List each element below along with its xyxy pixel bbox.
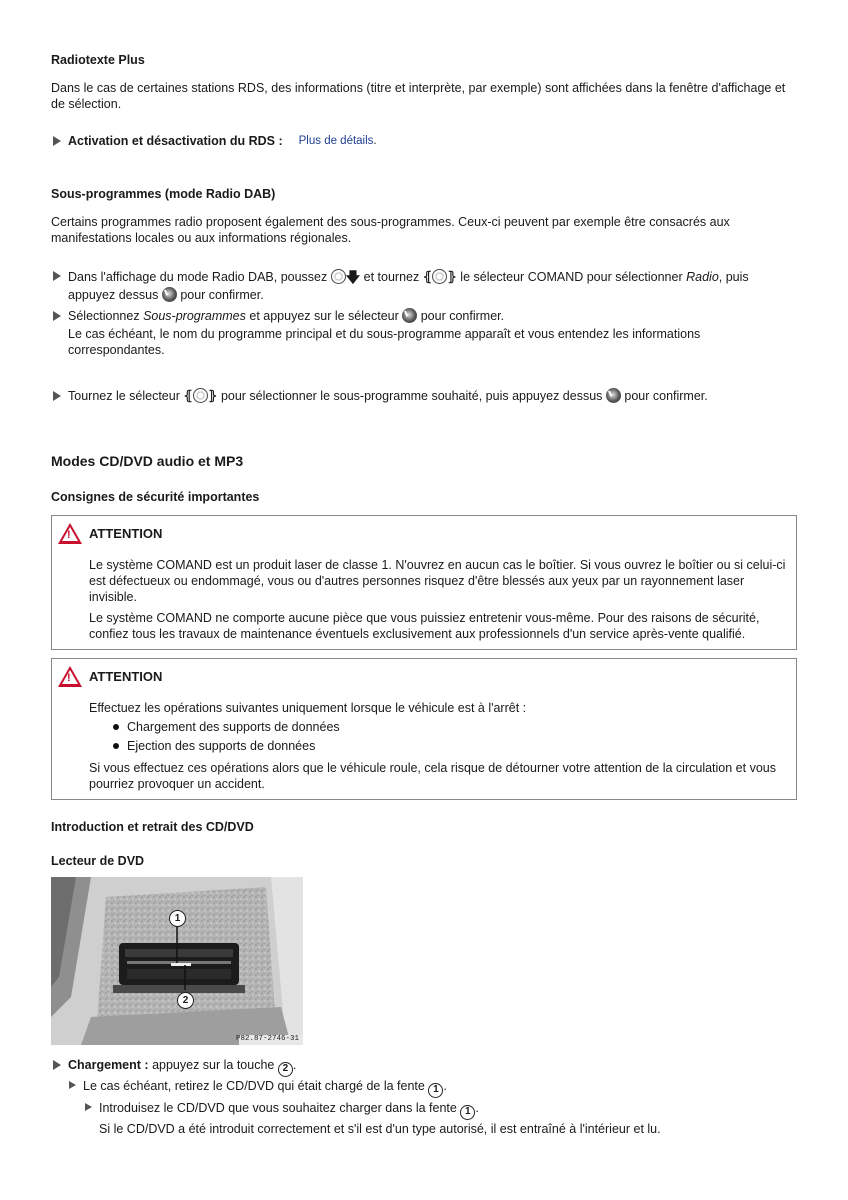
insert-step [85, 1100, 661, 1137]
load-step [53, 1057, 296, 1077]
step1-text-c: le sélecteur COMAND pour sélectionner [460, 270, 683, 284]
rotate-right-icon: ⦄ [447, 269, 457, 284]
arrow-bullet-icon [53, 271, 61, 281]
step1-text-d: , puis [718, 270, 749, 284]
warning-paragraph-2: Le système COMAND ne comporte aucune pièce que vous puissiez entretenir vous-même. Pour des raisons de sécurité, confiez tous les travaux de maintenance éventuels exclusivement aux professionnels d'un service après-vente qualifié. [89, 611, 760, 641]
step3-text-a: Tournez le sélecteur [68, 389, 180, 403]
slot-1-icon: 1 [460, 1105, 475, 1120]
section-title-sousprog: Sous-programmes (mode Radio DAB) [51, 187, 276, 201]
sousprog-step-2 [53, 308, 798, 358]
arrow-bullet-icon [85, 1103, 92, 1111]
list-item [113, 719, 340, 735]
list-item-text: Ejection des supports de données [127, 739, 316, 753]
insert-end: . [475, 1101, 479, 1115]
dvd-player-illustration [51, 877, 303, 1045]
remove-step [69, 1078, 447, 1098]
warning-outro: Si vous effectuez ces opérations alors que le véhicule roule, cela risque de détourner votre attention de la circulation et vous pourriez provoquer un accident. [89, 761, 776, 791]
warning-triangle-icon [58, 523, 82, 544]
arrow-bullet-icon [53, 311, 61, 321]
load-bold: Chargement : [68, 1058, 149, 1072]
rds-label: Activation et désactivation du RDS : [68, 134, 283, 148]
section-title-intro: Introduction et retrait des CD/DVD [51, 820, 254, 834]
arrow-bullet-icon [53, 136, 61, 146]
section-title-radiotexte: Radiotexte Plus [51, 53, 145, 67]
sousprog-step-1 [53, 268, 798, 304]
step2-text-c: pour confirmer. [420, 309, 505, 323]
warning-box-laser [51, 515, 797, 650]
load-text: appuyez sur la touche [152, 1058, 275, 1072]
selector-knob-icon [432, 269, 447, 284]
warning-box-stationary [51, 658, 797, 800]
warning-intro: Effectuez les opérations suivantes uniquement lorsque le véhicule est à l'arrêt : [89, 701, 527, 715]
bullet-dot-icon [113, 724, 119, 730]
dvd-title: Lecteur de DVD [51, 854, 145, 868]
insert-note: Si le CD/DVD a été introduit correctement et s'il est d'un type autorisé, il est entraîné à l'intérieur et lu. [99, 1121, 661, 1136]
warning-title: ATTENTION [89, 669, 163, 684]
callout-1: 1 [169, 910, 186, 927]
step1-text-f: pour confirmer. [180, 288, 264, 302]
selector-knob-icon [193, 388, 208, 403]
rotate-left-icon: ⦃ [183, 388, 193, 403]
selector-knob-icon [331, 269, 346, 284]
photo-code: P82.87-2746-31 [235, 1035, 299, 1043]
warning-paragraph-1: Le système COMAND est un produit laser de classe 1. N'ouvrez en aucun cas le boîtier. Si vous ouvrez le boîtier ou si celui-ci est défectueux ou endommagé, vous ou d'autres personnes risquez d'être blessés aux yeux par un rayonnement laser invisible. [89, 558, 786, 604]
button-2-icon: 2 [278, 1062, 293, 1077]
details-link[interactable]: Plus de détails [298, 135, 374, 147]
warning-title: ATTENTION [89, 526, 163, 541]
step1-text-e: appuyez dessus [68, 288, 159, 302]
step1-text-b: et tournez [363, 270, 420, 284]
push-down-icon: 🡇 [345, 269, 361, 285]
radiotexte-paragraph: Dans le cas de certaines stations RDS, des informations (titre et interprète, par exemple) sont affichées dans la fenêtre d'affichage et de sélection. [51, 81, 786, 111]
sousprog-paragraph: Certains programmes radio proposent également des sous-programmes. Ceux-ci peuvent par exemple être consacrés aux manifestations locales ou aux informations régionales. [51, 215, 730, 245]
step3-text-b: pour sélectionner le sous-programme souhaité, puis appuyez dessus [220, 389, 603, 403]
slot-1-icon: 1 [428, 1083, 443, 1098]
remove-text: Le cas échéant, retirez le CD/DVD qui était chargé de la fente [83, 1079, 425, 1093]
arrow-bullet-icon [53, 391, 61, 401]
step2-italic: Sous-programmes [143, 309, 246, 323]
press-selector-icon [402, 308, 417, 323]
insert-text: Introduisez le CD/DVD que vous souhaitez charger dans la fente [99, 1101, 457, 1115]
press-selector-icon [606, 388, 621, 403]
arrow-bullet-icon [53, 1060, 61, 1070]
step1-text-a: Dans l'affichage du mode Radio DAB, poussez [68, 270, 328, 284]
load-end: . [292, 1058, 297, 1072]
rds-step [53, 133, 377, 149]
sousprog-step-3 [53, 388, 798, 404]
step1-radio: Radio [686, 270, 719, 284]
step2-note: Le cas échéant, le nom du programme principal et du sous-programme apparaît et vous entendez les informations correspondantes. [68, 327, 701, 357]
press-selector-icon [162, 287, 177, 302]
remove-end: . [443, 1079, 447, 1093]
list-item-text: Chargement des supports de données [127, 720, 340, 734]
dvd-player-photo [51, 877, 303, 1045]
list-item [113, 738, 315, 754]
safety-title: Consignes de sécurité importantes [51, 490, 260, 504]
step2-text-a: Sélectionnez [68, 309, 140, 323]
bullet-dot-icon [113, 743, 119, 749]
step3-text-c: pour confirmer. [624, 389, 708, 403]
warning-triangle-icon [58, 666, 82, 687]
rotate-left-icon: ⦃ [422, 269, 433, 284]
rotate-right-icon: ⦄ [207, 388, 218, 403]
step2-text-b: et appuyez sur le sélecteur [249, 309, 399, 323]
details-link-suffix: . [373, 135, 377, 147]
section-title-modes: Modes CD/DVD audio et MP3 [51, 453, 244, 469]
arrow-bullet-icon [69, 1081, 76, 1089]
callout-2: 2 [177, 992, 194, 1009]
